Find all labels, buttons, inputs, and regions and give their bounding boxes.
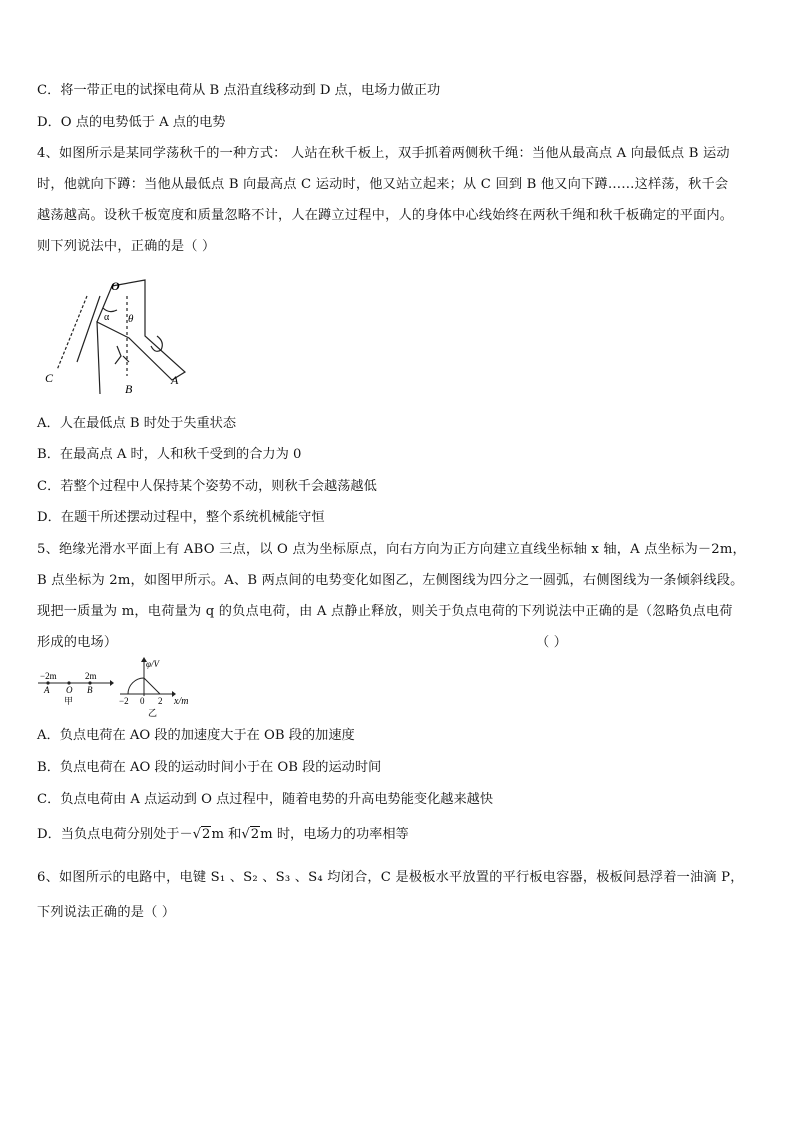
q6-line-1: 6、如图所示的电路中，电键 S₁ 、S₂ 、S₃ 、S₄ 均闭合，C 是极板水平放置的平行板电容器，极板间悬浮着一油滴 P，: [37, 870, 744, 885]
q5-line-2: B 点坐标为 2m，如图甲所示。A、B 两点间的电势变化如图乙，左侧图线为四分之一圆弧，右侧图线为一条倾斜线段。: [37, 573, 744, 588]
tick-0: 0: [140, 696, 145, 706]
q5-option-a: A．负点电荷在 AO 段的加速度大于在 OB 段的加速度: [37, 728, 355, 743]
q4-option-d: D．在题干所述摆动过程中，整个系统机械能守恒: [37, 510, 325, 525]
label-O: O: [111, 279, 120, 293]
q4-line-1: 4、如图所示是某同学荡秋千的一种方式： 人站在秋千板上，双手抓着两侧秋千绳：当他从最高点 A 向最低点 B 运动: [37, 146, 730, 161]
ylabel-phi: φ/V: [146, 659, 159, 669]
tick-2: 2: [158, 696, 163, 706]
q4-option-c: C．若整个过程中人保持某个姿势不动，则秋千会越荡越低: [37, 479, 377, 494]
label-neg2m: −2m: [40, 671, 57, 681]
axis-label-A: A: [44, 685, 50, 695]
q5-line-4: 形成的电场）: [37, 635, 118, 650]
q5-option-b: B．负点电荷在 AO 段的运动时间小于在 OB 段的运动时间: [37, 760, 382, 775]
axis-label-B: B: [87, 685, 93, 695]
q5-option-d: [37, 826, 409, 844]
q5-line-3: 现把一质量为 m，电荷量为 q 的负点电荷，由 A 点静止释放，则关于负点电荷的下列说法中正确的是（忽略负点电荷: [37, 604, 733, 619]
label-C: C: [45, 371, 54, 385]
xlabel-x: x/m: [174, 696, 189, 707]
q5-d-suffix: m 时，电场力的功率相等: [260, 827, 409, 842]
caption-jia: 甲: [64, 696, 74, 706]
label-A: A: [171, 373, 179, 387]
label-2m: 2m: [85, 671, 97, 681]
swing-figure: [37, 276, 197, 396]
label-B: B: [125, 382, 133, 396]
option-d-prev: D．O 点的电势低于 A 点的电势: [37, 115, 226, 130]
q4-option-a: A．人在最低点 B 时处于失重状态: [37, 416, 237, 431]
label-theta: θ: [128, 313, 134, 325]
sqrt-2-a: √2: [192, 827, 211, 842]
sqrt-2-b: √2: [241, 827, 260, 842]
axis-figure-jia: [34, 666, 114, 706]
q5-d-mid: m 和: [211, 827, 242, 842]
label-alpha: α: [104, 312, 110, 323]
q5-d-prefix: D．当负点电荷分别处于－: [37, 827, 193, 842]
potential-graph-yi: [116, 656, 200, 720]
tick-neg2: −2: [119, 696, 129, 706]
q5-line-1: 5、绝缘光滑水平面上有 ABO 三点，以 O 点为坐标原点，向右方向为正方向建立直线坐标轴 x 轴，A 点坐标为－2m，: [37, 542, 746, 557]
q4-line-2: 时，他就向下蹲：当他从最低点 B 向最高点 C 运动时，他又站立起来；从 C 回到 B 他又向下蹲……这样荡，秋千会: [37, 177, 729, 192]
q5-answer-paren: （ ）: [536, 635, 568, 650]
option-c-prev: C．将一带正电的试探电荷从 B 点沿直线移动到 D 点，电场力做正功: [37, 83, 441, 98]
axis-label-O: O: [66, 685, 73, 695]
q5-option-c: C．负点电荷由 A 点运动到 O 点过程中，随着电势的升高电势能变化越来越快: [37, 792, 494, 807]
q4-line-4: 则下列说法中，正确的是（ ）: [37, 239, 216, 254]
caption-yi: 乙: [148, 708, 158, 718]
q4-option-b: B．在最高点 A 时，人和秋千受到的合力为 0: [37, 447, 302, 462]
q6-line-2: 下列说法正确的是（ ）: [37, 905, 176, 920]
q4-line-3: 越荡越高。设秋千板宽度和质量忽略不计，人在蹲立过程中，人的身体中心线始终在两秋千绳和秋千板确定的平面内。: [37, 208, 734, 223]
